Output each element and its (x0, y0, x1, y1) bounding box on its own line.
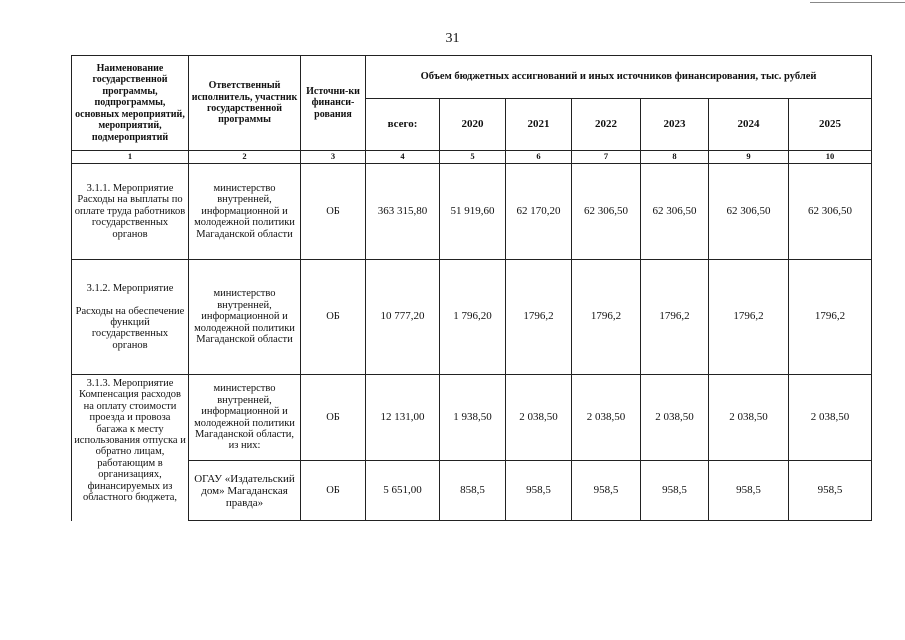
top-rule (810, 2, 905, 3)
column-index: 4 (366, 151, 440, 164)
value-year: 62 306,50 (572, 164, 641, 260)
funding-source: ОБ (301, 375, 366, 461)
header-source: Источни-ки финанси-рования (301, 56, 366, 151)
header-total: всего: (366, 99, 440, 151)
value-year: 51 919,60 (440, 164, 506, 260)
value-year: 1796,2 (641, 260, 709, 375)
column-index: 7 (572, 151, 641, 164)
value-year: 958,5 (709, 461, 789, 521)
value-year: 1 796,20 (440, 260, 506, 375)
header-year: 2023 (641, 99, 709, 151)
value-year: 958,5 (506, 461, 572, 521)
value-year: 2 038,50 (506, 375, 572, 461)
value-year: 1 938,50 (440, 375, 506, 461)
value-year: 2 038,50 (572, 375, 641, 461)
value-total: 10 777,20 (366, 260, 440, 375)
header-year: 2022 (572, 99, 641, 151)
measure-name: 3.1.1. Мероприятие Расходы на выплаты по оплате труда работников государственных органов (72, 164, 189, 260)
column-index: 10 (789, 151, 872, 164)
funding-source: ОБ (301, 461, 366, 521)
value-year: 62 170,20 (506, 164, 572, 260)
column-index: 8 (641, 151, 709, 164)
header-name: Наименование государственной программы, подпрограммы, основных мероприятий, мероприятий, подмероприятий (72, 56, 189, 151)
responsible-executor: ОГАУ «Издательский дом» Магаданская правда» (189, 461, 301, 521)
page-number: 31 (445, 31, 460, 46)
value-year: 2 038,50 (641, 375, 709, 461)
value-year: 1796,2 (709, 260, 789, 375)
responsible-executor: министерство внутренней, информационной и молодежной политики Магаданской области (189, 164, 301, 260)
funding-source: ОБ (301, 260, 366, 375)
value-year: 958,5 (572, 461, 641, 521)
value-year: 1796,2 (506, 260, 572, 375)
header-budget-volume: Объем бюджетных ассигнований и иных источников финансирования, тыс. рублей (366, 56, 872, 99)
value-year: 2 038,50 (709, 375, 789, 461)
table-row (72, 260, 872, 375)
responsible-executor: министерство внутренней, информационной и молодежной политики Магаданской области, из них: (189, 375, 301, 461)
value-total: 363 315,80 (366, 164, 440, 260)
column-index: 2 (189, 151, 301, 164)
value-total: 12 131,00 (366, 375, 440, 461)
value-year: 62 306,50 (641, 164, 709, 260)
funding-source: ОБ (301, 164, 366, 260)
measure-name: 3.1.3. Мероприятие Компенсация расходов на оплату стоимости проезда и провоза багажа к месту использования отпуска и обратно лицам, работающим в организациях, финансируемых из областного бюджета, (72, 375, 189, 521)
column-index: 5 (440, 151, 506, 164)
responsible-executor: министерство внутренней, информационной и молодежной политики Магаданской области (189, 260, 301, 375)
value-year: 958,5 (641, 461, 709, 521)
value-year: 858,5 (440, 461, 506, 521)
header-executor: Ответственный исполнитель, участник государственной программы (189, 56, 301, 151)
column-index-row (72, 151, 872, 164)
table-row (72, 164, 872, 260)
header-year: 2024 (709, 99, 789, 151)
value-year: 62 306,50 (709, 164, 789, 260)
value-year: 1796,2 (789, 260, 872, 375)
column-index: 1 (72, 151, 189, 164)
header-row-1 (72, 56, 872, 99)
column-index: 9 (709, 151, 789, 164)
header-year: 2021 (506, 99, 572, 151)
header-year: 2025 (789, 99, 872, 151)
column-index: 6 (506, 151, 572, 164)
budget-table (71, 55, 872, 521)
measure-name: 3.1.2. Мероприятие Расходы на обеспечение функций государственных органов (72, 260, 189, 375)
table-row (72, 461, 872, 521)
column-index: 3 (301, 151, 366, 164)
table-row (72, 375, 872, 461)
value-year: 958,5 (789, 461, 872, 521)
header-year: 2020 (440, 99, 506, 151)
value-year: 2 038,50 (789, 375, 872, 461)
value-year: 1796,2 (572, 260, 641, 375)
value-total: 5 651,00 (366, 461, 440, 521)
value-year: 62 306,50 (789, 164, 872, 260)
